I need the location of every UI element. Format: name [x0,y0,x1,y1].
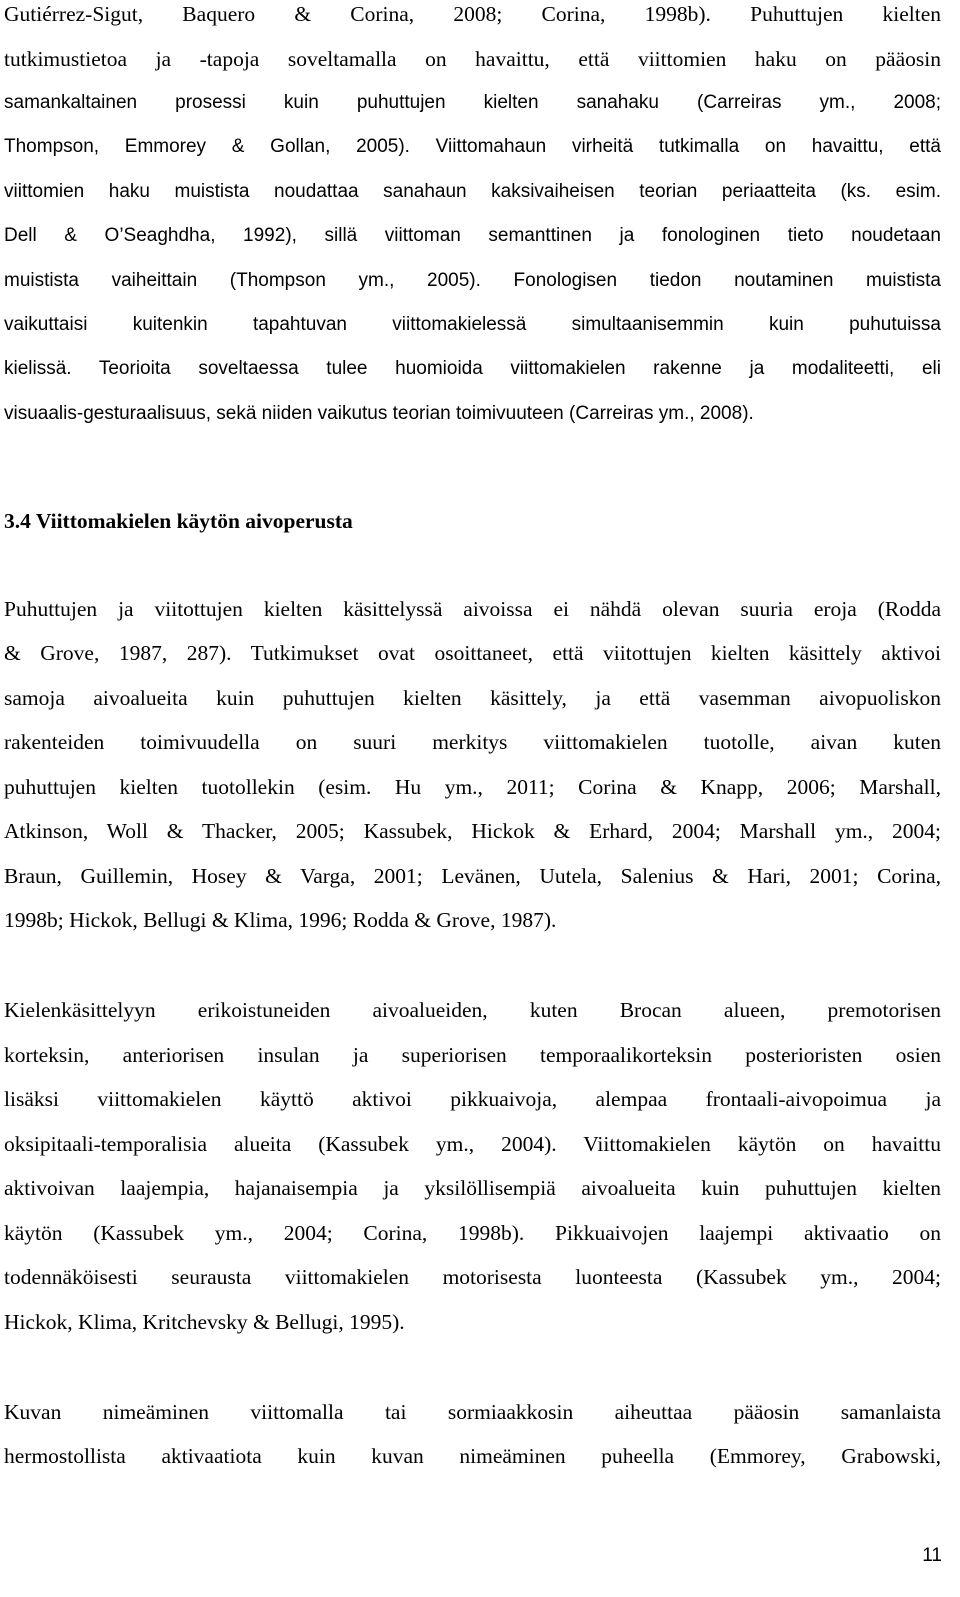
paragraph-line: samankaltainen prosessi kuin puhuttujen kielten sanahaku (Carreiras ym., 2008; [4,92,941,113]
paragraph-line: 1998b; Hickok, Bellugi & Klima, 1996; Rodda & Grove, 1987). [4,908,557,932]
paragraph-line: aktivoivan laajempia, hajanaisempia ja yksilöllisempiä aivoalueita kuin puhuttujen kielten [4,1176,941,1200]
section-heading: 3.4 Viittomakielen käytön aivoperusta [4,509,353,533]
paragraph-line: korteksin, anteriorisen insulan ja superiorisen temporaalikorteksin posterioristen osien [4,1043,941,1067]
paragraph-line: Puhuttujen ja viitottujen kielten käsittelyssä aivoissa ei nähdä olevan suuria eroja (Rodda [4,597,941,621]
paragraph-line: puhuttujen kielten tuotollekin (esim. Hu ym., 2011; Corina & Knapp, 2006; Marshall, [4,775,941,799]
paragraph-line: Braun, Guillemin, Hosey & Varga, 2001; Levänen, Uutela, Salenius & Hari, 2001; Corina, [4,864,941,888]
page-number: 11 [922,1545,942,1566]
paragraph-line: kielissä. Teorioita soveltaessa tulee huomioida viittomakielen rakenne ja modaliteetti, eli [4,358,941,379]
paragraph-line: muistista vaiheittain (Thompson ym., 2005). Fonologisen tiedon noutaminen muistista [4,270,941,291]
paragraph-line: Kuvan nimeäminen viittomalla tai sormiaakkosin aiheuttaa pääosin samanlaista [4,1400,941,1424]
paragraph-line: Hickok, Klima, Kritchevsky & Bellugi, 1995). [4,1310,405,1334]
paragraph-line: Dell & O’Seaghdha, 1992), sillä viittoman semanttinen ja fonologinen tieto noudetaan [4,225,941,246]
paragraph-line: Atkinson, Woll & Thacker, 2005; Kassubek, Hickok & Erhard, 2004; Marshall ym., 2004; [4,819,941,843]
paragraph-line: Kielenkäsittelyyn erikoistuneiden aivoalueiden, kuten Brocan alueen, premotorisen [4,998,941,1022]
paragraph-line: oksipitaali-temporalisia alueita (Kassubek ym., 2004). Viittomakielen käytön on havaittu [4,1132,941,1156]
paragraph-line: tutkimustietoa ja -tapoja soveltamalla on havaittu, että viittomien haku on pääosin [4,47,941,71]
paragraph-line: visuaalis-gesturaalisuus, sekä niiden vaikutus teorian toimivuuteen (Carreiras ym., 2008). [4,403,754,424]
paragraph-line: & Grove, 1987, 287). Tutkimukset ovat osoittaneet, että viitottujen kielten käsittely aktivoi [4,641,941,665]
paragraph-line: rakenteiden toimivuudella on suuri merkitys viittomakielen tuotolle, aivan kuten [4,730,941,754]
paragraph-line: Gutiérrez-Sigut, Baquero & Corina, 2008; Corina, 1998b). Puhuttujen kielten [4,2,941,26]
paragraph-line: hermostollista aktivaatiota kuin kuvan nimeäminen puheella (Emmorey, Grabowski, [4,1444,941,1468]
paragraph-line: todennäköisesti seurausta viittomakielen motorisesta luonteesta (Kassubek ym., 2004; [4,1265,941,1289]
paragraph-line: viittomien haku muistista noudattaa sanahaun kaksivaiheisen teorian periaatteita (ks. esim. [4,181,941,202]
paragraph-line: samoja aivoalueita kuin puhuttujen kielten käsittely, ja että vasemman aivopuoliskon [4,686,941,710]
paragraph-line: Thompson, Emmorey & Gollan, 2005). Viittomahaun virheitä tutkimalla on havaittu, että [4,136,941,157]
paragraph-line: lisäksi viittomakielen käyttö aktivoi pikkuaivoja, alempaa frontaali-aivopoimua ja [4,1087,941,1111]
paragraph-line: vaikuttaisi kuitenkin tapahtuvan viittomakielessä simultaanisemmin kuin puhutuissa [4,314,941,335]
paragraph-line: käytön (Kassubek ym., 2004; Corina, 1998b). Pikkuaivojen laajempi aktivaatio on [4,1221,941,1245]
